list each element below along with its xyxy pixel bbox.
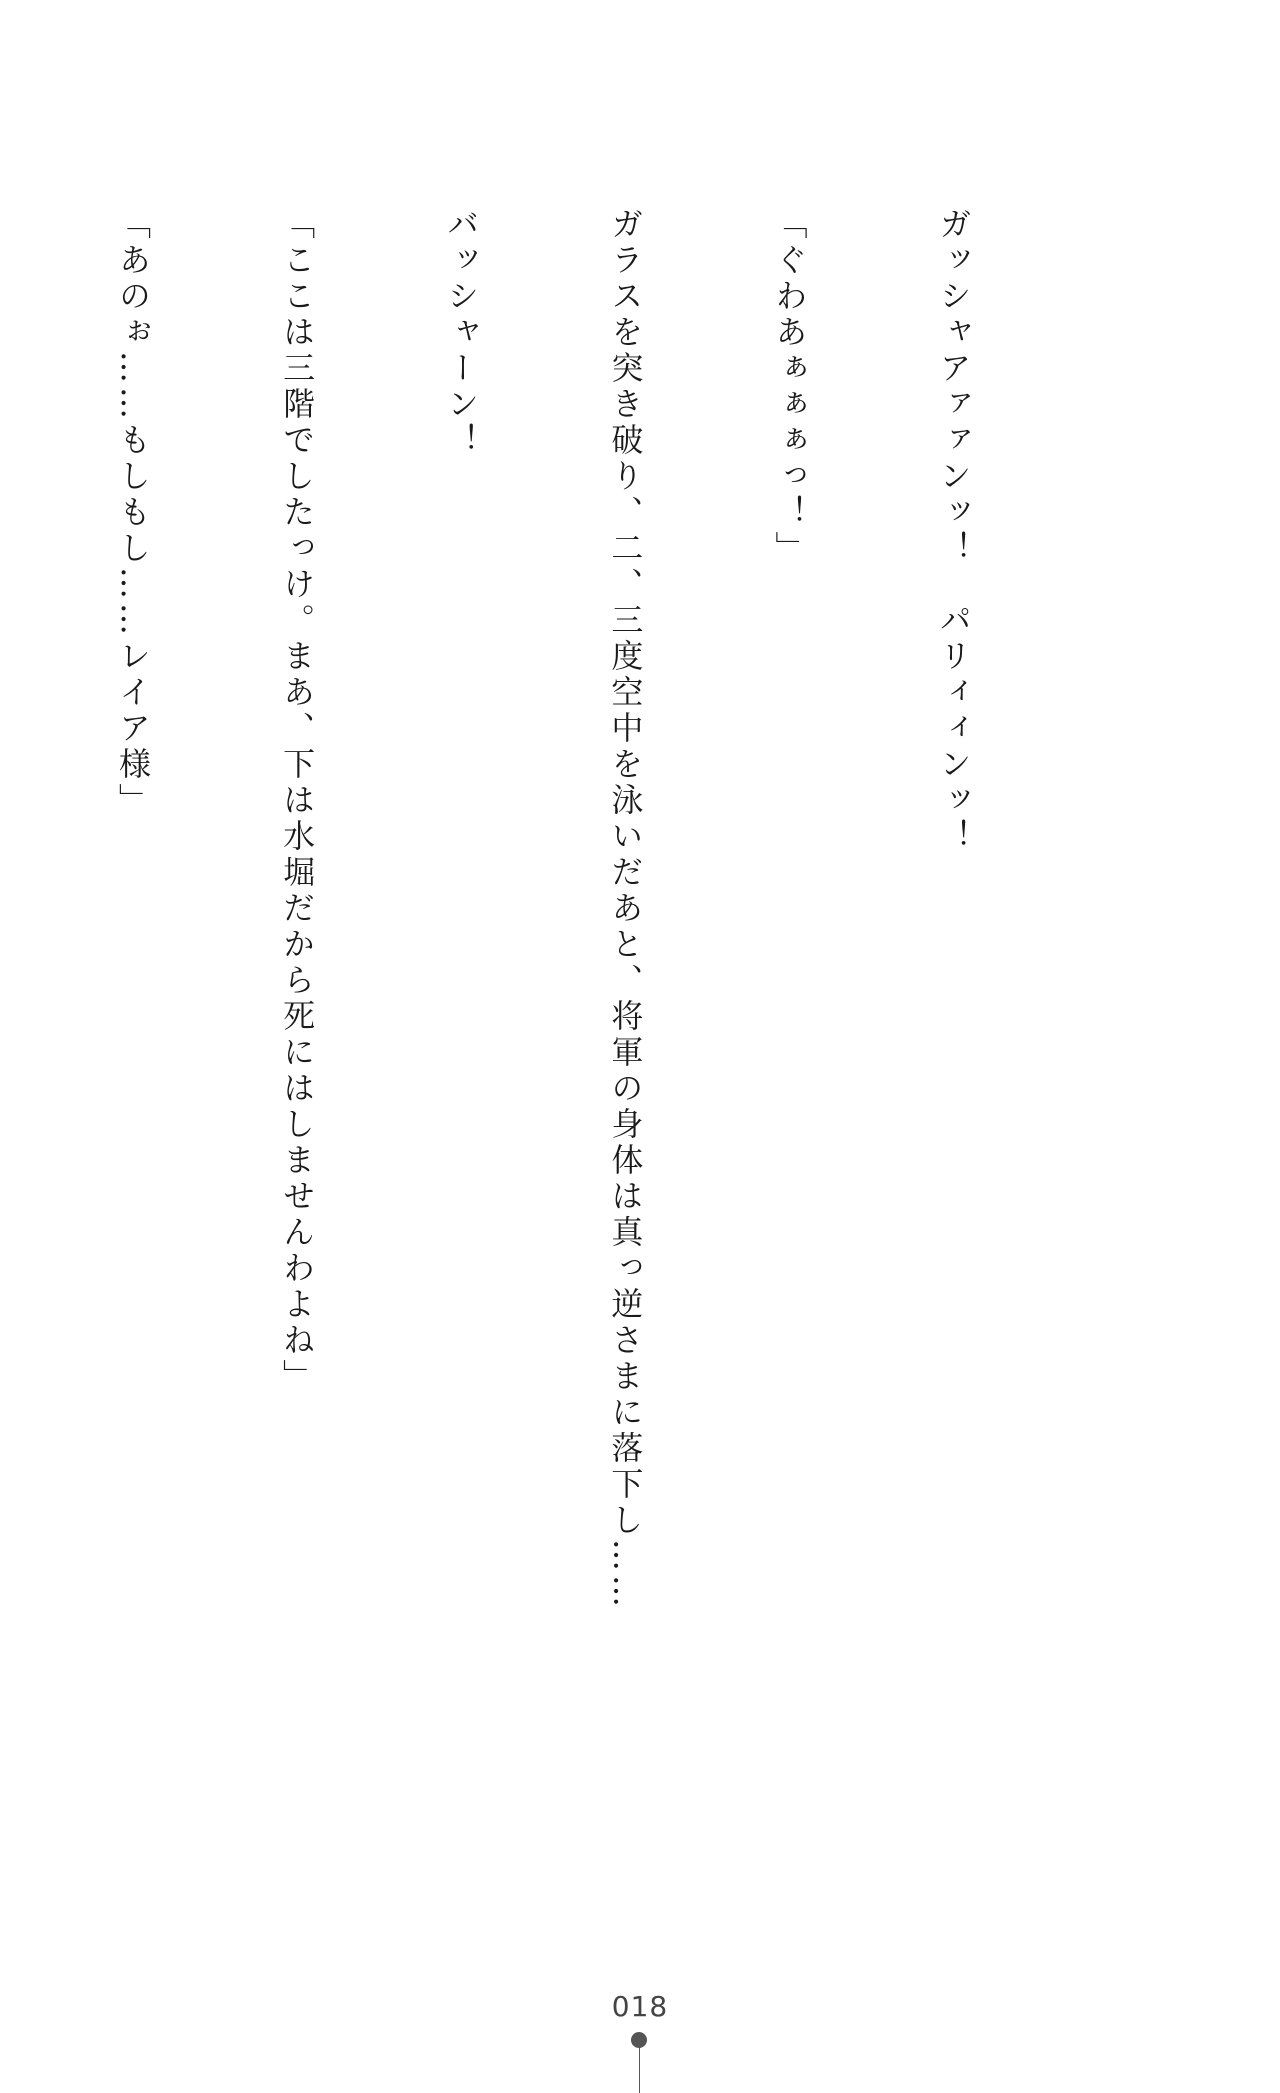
text-line: ガッシャアァァンッ！ パリィィンッ！ [934, 207, 973, 855]
page-marker-line [639, 2046, 641, 2093]
text-line: ガラスを突き破り、二、三度空中を泳いだあと、将軍の身体は真っ逆さまに落下し…… [606, 207, 645, 1611]
text-line: バッシャーン！ [442, 207, 481, 459]
novel-body-text [0, 207, 1090, 1707]
text-line: 「ぐわあぁぁぁっ！」 [770, 207, 809, 567]
page-number: 018 [611, 1990, 669, 2023]
text-line: 「あのぉ……もしもし……レイア様」 [114, 207, 153, 819]
text-line: 「ここは三階でしたっけ。まあ、下は水堀だから死にはしませんわよね」 [278, 207, 317, 1395]
